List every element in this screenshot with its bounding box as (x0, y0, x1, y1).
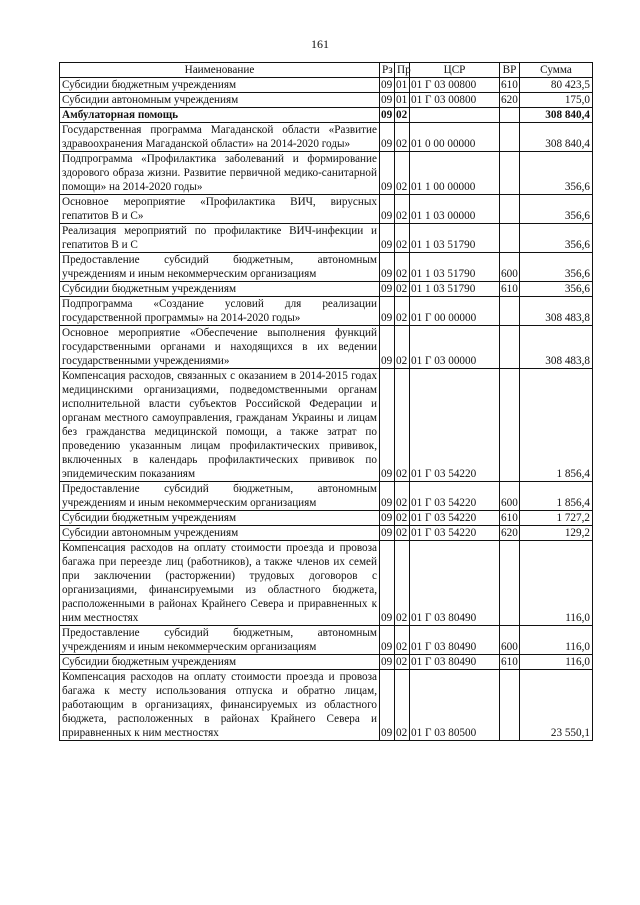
row-vr-cell: 600 (500, 626, 520, 655)
row-pr-cell: 01 (395, 78, 410, 93)
row-csr-cell: 01 1 03 51790 (410, 253, 500, 282)
row-vr-cell: 620 (501, 527, 518, 539)
row-csr-cell: 01 Г 03 00000 (410, 326, 500, 369)
row-sum-cell: 80 423,5 (520, 78, 593, 93)
row-pr-cell: 02 (395, 326, 410, 369)
header-sum: Сумма (520, 63, 593, 78)
row-rz-cell: 09 (380, 108, 395, 123)
table-row (60, 482, 593, 511)
row-sum-cell: 356,6 (520, 282, 593, 297)
row-name-cell: Предоставление субсидий бюджетным, автономным учреждениям и иным некоммерческим организациям (60, 482, 380, 511)
row-csr-cell (410, 108, 500, 123)
table-row (60, 626, 593, 655)
row-rz-cell: 09 (380, 526, 395, 541)
row-sum-cell: 175,0 (520, 93, 593, 108)
row-sum-cell: 116,0 (520, 626, 593, 655)
row-name-cell: Субсидии бюджетным учреждениям (60, 655, 380, 670)
row-name-cell: Предоставление субсидий бюджетным, автономным учреждениям и иным некоммерческим организациям (60, 626, 380, 655)
row-pr-cell: 01 (395, 93, 410, 108)
table-row (60, 541, 593, 626)
row-sum-cell: 1 856,4 (520, 369, 593, 482)
table-header-row (60, 63, 593, 78)
table-row (60, 93, 593, 108)
row-csr-cell: 01 0 00 00000 (410, 123, 500, 152)
row-csr-cell: 01 Г 03 54220 (410, 482, 500, 511)
row-vr-cell (500, 541, 520, 626)
row-name-cell: Компенсация расходов на оплату стоимости проезда и провоза багажа к месту использования отпуска и обратно лицам, работающим в организациях, финансируемых из областного бюджета, расположенных в районах Крайнего Севера и приравненных к ним местностях (60, 670, 380, 741)
table-row (60, 108, 593, 123)
row-pr-cell: 02 (395, 282, 410, 297)
header-vr: ВР (500, 63, 520, 78)
table-row (60, 253, 593, 282)
row-name-cell: Основное мероприятие «Профилактика ВИЧ, вирусных гепатитов В и С» (60, 195, 380, 224)
row-sum-cell: 1 727,2 (520, 511, 593, 526)
table-row (60, 195, 593, 224)
header-name: Наименование (60, 63, 380, 78)
budget-table (59, 62, 593, 741)
row-vr-cell: 610 (501, 656, 518, 668)
row-rz-cell: 09 (380, 326, 395, 369)
row-vr-cell (500, 326, 520, 369)
row-sum-cell: 356,6 (520, 152, 593, 195)
table-row (60, 511, 593, 526)
row-name-cell: Предоставление субсидий бюджетным, автономным учреждениям и иным некоммерческим организациям (60, 253, 380, 282)
row-csr-cell: 01 Г 03 54220 (410, 369, 500, 482)
row-rz-cell: 09 (380, 195, 395, 224)
row-sum-cell: 356,6 (520, 195, 593, 224)
row-rz-cell: 09 (380, 511, 395, 526)
row-pr-cell: 02 (395, 108, 410, 123)
row-csr-cell: 01 Г 03 80490 (410, 655, 500, 670)
row-sum-cell: 308 840,4 (520, 108, 593, 123)
row-pr-cell: 02 (395, 541, 410, 626)
table-row (60, 282, 593, 297)
table-row (60, 526, 593, 541)
row-name-cell: Субсидии бюджетным учреждениям (60, 282, 380, 297)
row-name-cell: Подпрограмма «Создание условий для реализации государственной программы» на 2014-2020 годы» (60, 297, 380, 326)
row-vr-cell: 600 (500, 482, 520, 511)
row-csr-cell: 01 Г 03 00800 (410, 93, 500, 108)
row-name-cell: Субсидии автономным учреждениям (60, 526, 380, 541)
table-row (60, 670, 593, 741)
page-number: 161 (311, 37, 329, 51)
row-name-cell: Реализация мероприятий по профилактике ВИЧ-инфекции и гепатитов В и С (60, 224, 380, 253)
row-csr-cell: 01 1 03 51790 (410, 282, 500, 297)
row-pr-cell: 02 (395, 482, 410, 511)
row-csr-cell: 01 Г 03 80490 (410, 626, 500, 655)
row-rz-cell: 09 (380, 78, 395, 93)
row-rz-cell: 09 (380, 253, 395, 282)
row-sum-cell: 356,6 (520, 224, 593, 253)
row-vr-cell: 610 (501, 512, 518, 524)
row-vr-cell (500, 152, 520, 195)
row-vr-cell: 600 (500, 253, 520, 282)
table-row (60, 224, 593, 253)
table-row (60, 123, 593, 152)
row-name-cell: Государственная программа Магаданской области «Развитие здравоохранения Магаданской области» на 2014-2020 годы» (60, 123, 380, 152)
row-csr-cell: 01 Г 03 80490 (410, 541, 500, 626)
row-rz-cell: 09 (380, 482, 395, 511)
row-name-cell: Компенсация расходов на оплату стоимости проезда и провоза багажа при переезде лиц (работников), а также членов их семей при заключении (расторжении) трудовых договоров с организациями, финансируемыми из областного бюджета, расположенными в районах Крайнего Севера и приравненных к ним местностях (60, 541, 380, 626)
row-csr-cell: 01 1 03 51790 (410, 224, 500, 253)
row-csr-cell: 01 Г 03 80500 (410, 670, 500, 741)
row-sum-cell: 116,0 (520, 541, 593, 626)
row-csr-cell: 01 Г 03 00800 (410, 78, 500, 93)
row-sum-cell: 116,0 (520, 655, 593, 670)
row-pr-cell: 02 (395, 655, 410, 670)
row-pr-cell: 02 (395, 253, 410, 282)
row-csr-cell: 01 Г 03 54220 (410, 511, 500, 526)
row-rz-cell: 09 (380, 152, 395, 195)
row-sum-cell: 129,2 (520, 526, 593, 541)
row-pr-cell: 02 (395, 369, 410, 482)
table-row (60, 78, 593, 93)
row-vr-cell: 620 (501, 94, 518, 106)
row-rz-cell: 09 (380, 670, 395, 741)
row-csr-cell: 01 1 00 00000 (410, 152, 500, 195)
row-pr-cell: 02 (395, 626, 410, 655)
row-vr-cell (500, 123, 520, 152)
row-name-cell: Субсидии бюджетным учреждениям (60, 78, 380, 93)
header-csr: ЦСР (410, 63, 500, 78)
row-rz-cell: 09 (380, 297, 395, 326)
table-row (60, 152, 593, 195)
row-vr-cell (500, 195, 520, 224)
table-row (60, 369, 593, 482)
row-sum-cell: 308 483,8 (520, 326, 593, 369)
row-sum-cell: 356,6 (520, 253, 593, 282)
row-csr-cell: 01 Г 03 54220 (410, 526, 500, 541)
row-sum-cell: 1 856,4 (520, 482, 593, 511)
row-pr-cell: 02 (395, 526, 410, 541)
row-vr-cell (500, 369, 520, 482)
row-name-cell: Субсидии автономным учреждениям (60, 93, 380, 108)
row-pr-cell: 02 (395, 224, 410, 253)
row-name-cell: Основное мероприятие «Обеспечение выполнения функций государственными органами и находящихся в их ведении государственными учреждениями» (60, 326, 380, 369)
row-rz-cell: 09 (380, 224, 395, 253)
row-rz-cell: 09 (380, 541, 395, 626)
row-rz-cell: 09 (380, 626, 395, 655)
row-vr-cell (500, 224, 520, 253)
table-row (60, 655, 593, 670)
table-row (60, 297, 593, 326)
row-pr-cell: 02 (395, 670, 410, 741)
row-sum-cell: 23 550,1 (520, 670, 593, 741)
row-pr-cell: 02 (395, 152, 410, 195)
row-rz-cell: 09 (380, 93, 395, 108)
row-sum-cell: 308 483,8 (520, 297, 593, 326)
row-vr-cell (500, 108, 520, 123)
row-vr-cell: 610 (501, 79, 518, 91)
row-vr-cell: 610 (501, 283, 518, 295)
row-csr-cell: 01 1 03 00000 (410, 195, 500, 224)
row-name-cell: Компенсация расходов, связанных с оказанием в 2014-2015 годах медицинскими организациями, подведомственными органам исполнительной власти субъектов Российской Федерации и органам местного самоуправления, гражданам Украины и лицам без гражданства медицинской помощи, а также затрат по проведению указанным лицам профилактических прививок, включенных в календарь профилактических прививок по эпидемическим показаниям (60, 369, 380, 482)
table-row (60, 326, 593, 369)
row-rz-cell: 09 (380, 655, 395, 670)
row-vr-cell (500, 670, 520, 741)
table-body (60, 78, 593, 741)
row-pr-cell: 02 (395, 511, 410, 526)
row-sum-cell: 308 840,4 (520, 123, 593, 152)
row-name-cell: Субсидии бюджетным учреждениям (60, 511, 380, 526)
row-pr-cell: 02 (395, 123, 410, 152)
header-rz: Рз (380, 63, 395, 78)
row-vr-cell (500, 297, 520, 326)
row-name-cell: Подпрограмма «Профилактика заболеваний и формирование здорового образа жизни. Развитие первичной медико-санитарной помощи» на 2014-2020 годы» (60, 152, 380, 195)
row-pr-cell: 02 (395, 297, 410, 326)
row-name-cell: Амбулаторная помощь (60, 108, 380, 123)
row-rz-cell: 09 (380, 282, 395, 297)
row-csr-cell: 01 Г 00 00000 (410, 297, 500, 326)
row-rz-cell: 09 (380, 369, 395, 482)
row-rz-cell: 09 (380, 123, 395, 152)
header-pr: Пр (395, 63, 410, 78)
row-pr-cell: 02 (395, 195, 410, 224)
